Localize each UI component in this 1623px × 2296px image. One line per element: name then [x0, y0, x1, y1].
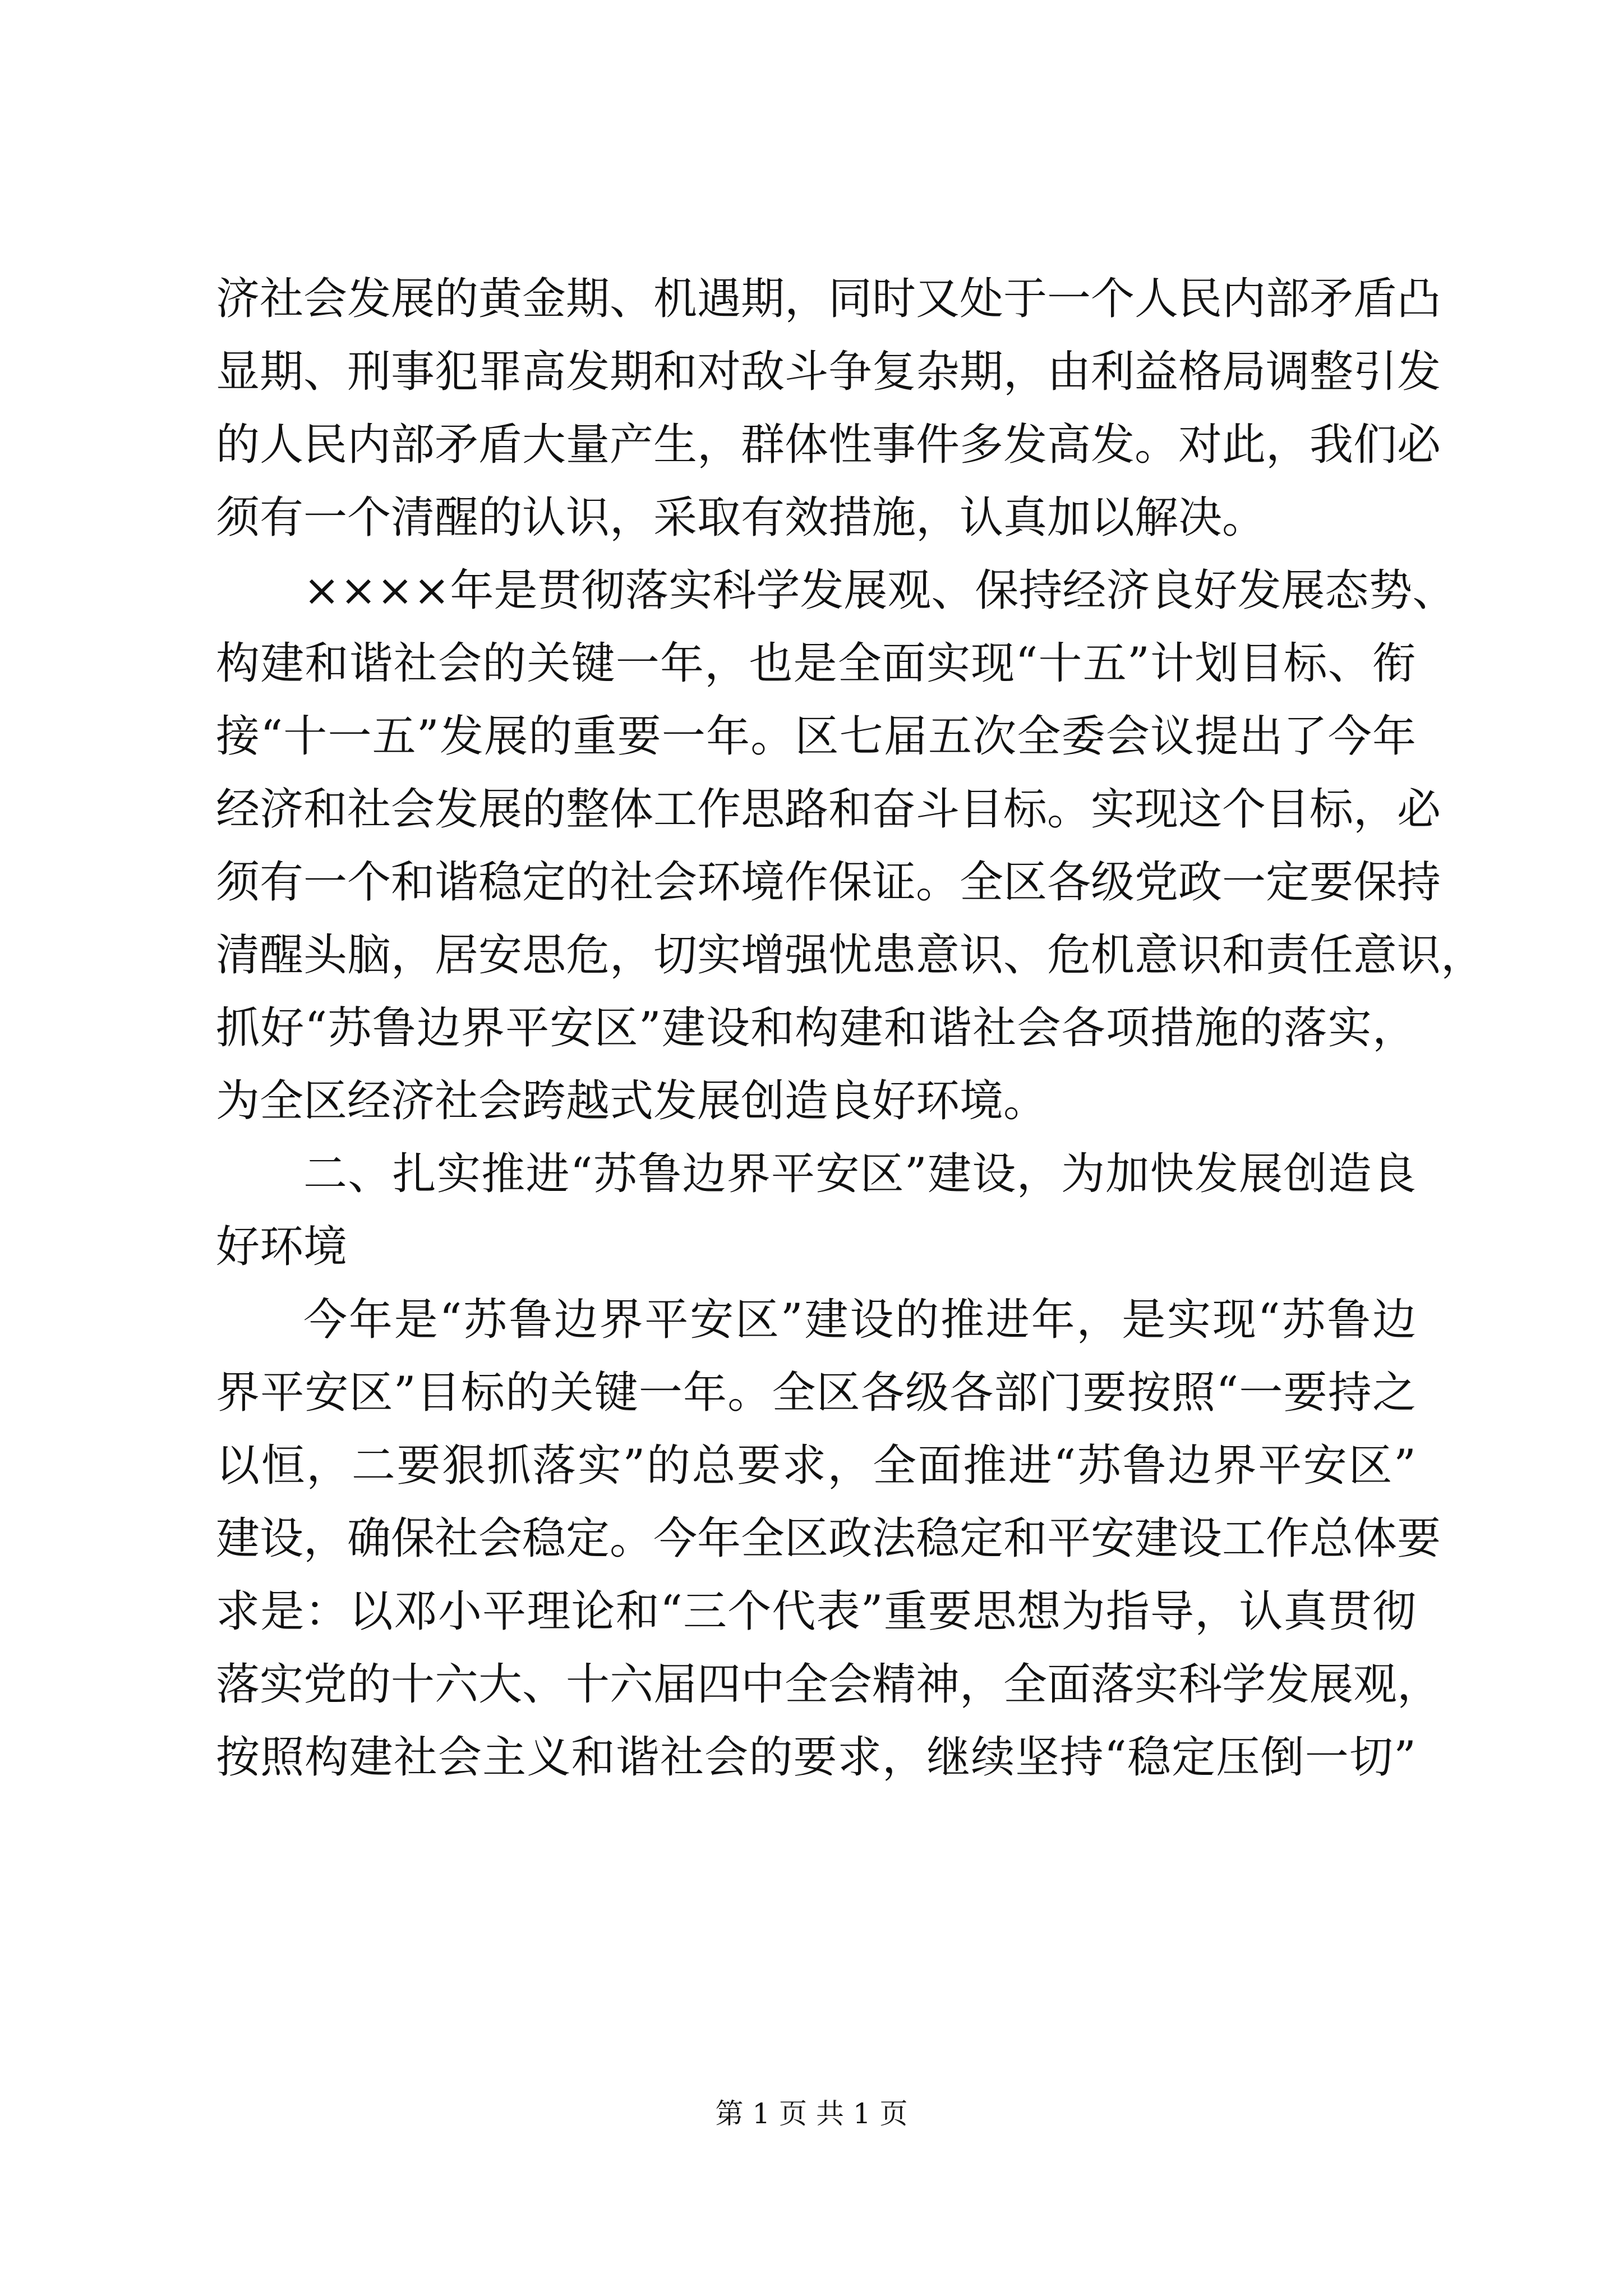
text-line: 求是：以邓小平理论和“三个代表”重要思想为指导，认真贯彻 [216, 1586, 1416, 1637]
text-line: 须有一个和谐稳定的社会环境作保证。全区各级党政一定要保持 [216, 857, 1441, 908]
text-line: 按照构建社会主义和谐社会的要求，继续坚持“稳定压倒一切” [216, 1732, 1416, 1783]
text-line: 经济和社会发展的整体工作思路和奋斗目标。实现这个目标，必 [216, 784, 1441, 835]
text-line: 为全区经济社会跨越式发展创造良好环境。 [216, 1076, 1048, 1126]
text-line: 以恒，二要狠抓落实”的总要求，全面推进“苏鲁边界平安区” [216, 1441, 1416, 1491]
section-heading-line: 二、扎实推进“苏鲁边界平安区”建设，为加快发展创造良 [303, 1149, 1416, 1199]
text-line: 界平安区”目标的关键一年。全区各级各部门要按照“一要持之 [216, 1368, 1416, 1418]
text-line: 的人民内部矛盾大量产生，群体性事件多发高发。对此，我们必 [216, 420, 1441, 470]
page-footer [0, 2097, 1623, 2131]
text-line: 构建和谐社会的关键一年，也是全面实现“十五”计划目标、衔 [216, 638, 1416, 689]
text-line: 显期、刑事犯罪高发期和对敌斗争复杂期，由利益格局调整引发 [216, 347, 1441, 397]
paragraph-start-line: 今年是“苏鲁边界平安区”建设的推进年，是实现“苏鲁边 [303, 1295, 1416, 1345]
paragraph-start-line: ××××年是贯彻落实科学发展观、保持经济良好发展态势、 [303, 565, 1456, 616]
text-line: 抓好“苏鲁边界平安区”建设和构建和谐社会各项措施的落实， [216, 1003, 1416, 1053]
text-line: 清醒头脑，居安思危，切实增强忧患意识、危机意识和责任意识， [216, 930, 1485, 981]
section-heading-line: 好环境 [216, 1222, 348, 1272]
page-number-label: 第 1 页 共 1 页 [715, 2097, 908, 2130]
text-line: 济社会发展的黄金期、机遇期，同时又处于一个人民内部矛盾凸 [216, 274, 1441, 324]
text-line: 接“十一五”发展的重要一年。区七届五次全委会议提出了今年 [216, 711, 1416, 762]
document-body [216, 263, 1485, 1794]
text-line: 落实党的十六大、十六届四中全会精神，全面落实科学发展观， [216, 1659, 1441, 1710]
text-line: 须有一个清醒的认识，采取有效措施，认真加以解决。 [216, 493, 1266, 543]
text-line: 建设，确保社会稳定。今年全区政法稳定和平安建设工作总体要 [216, 1513, 1441, 1564]
